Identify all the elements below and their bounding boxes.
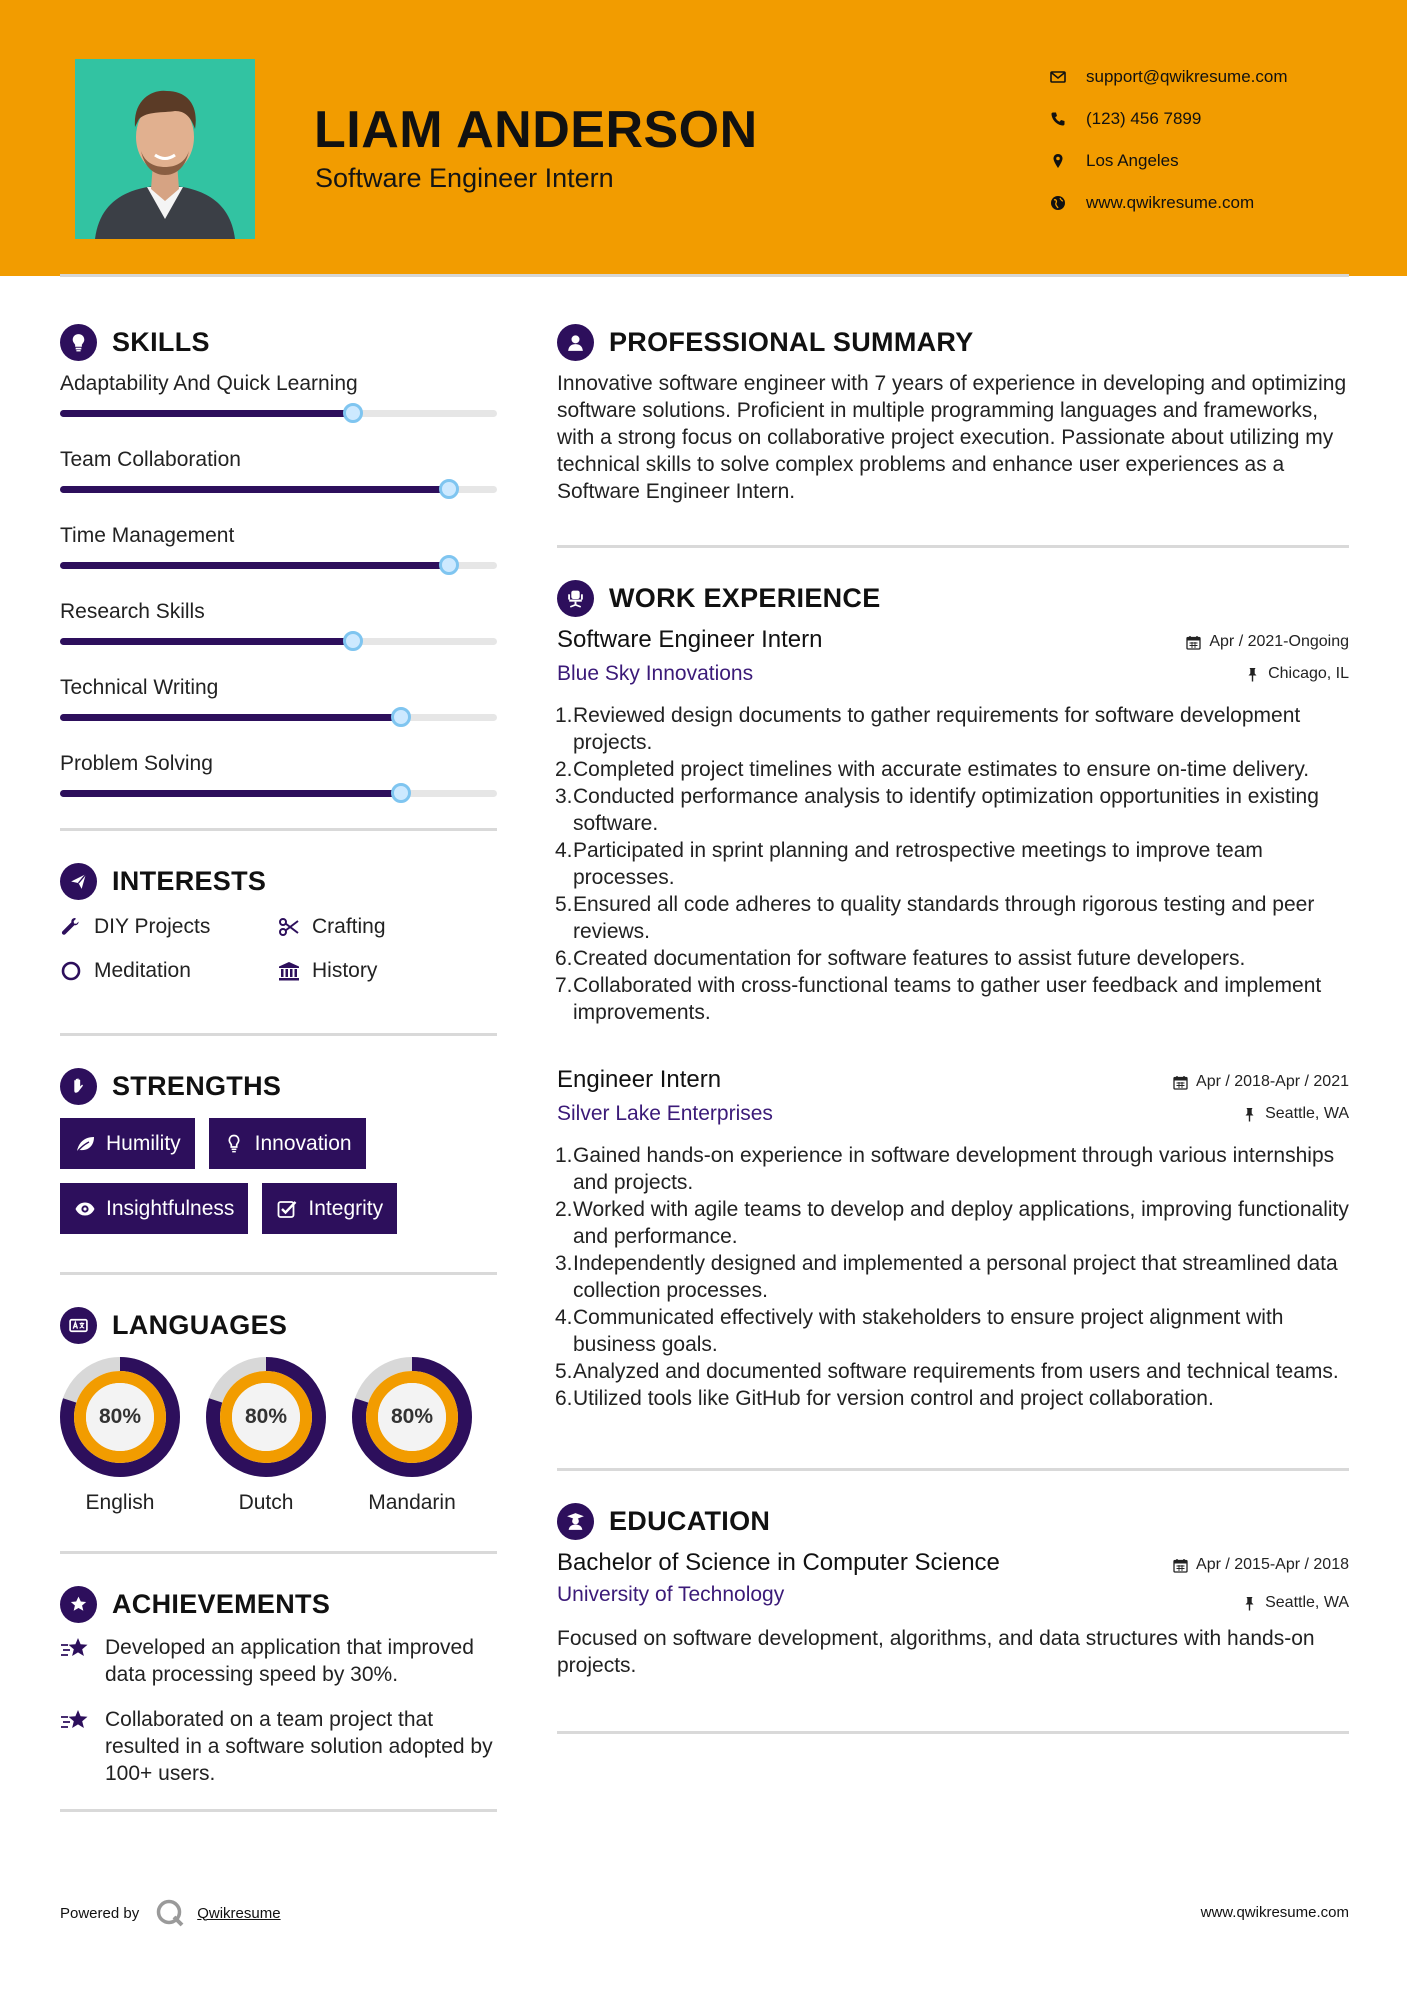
interest-label: Meditation [94, 959, 191, 982]
star-badge-icon [60, 1586, 97, 1623]
shooting-star-icon [60, 1708, 92, 1734]
bullet-text: Completed project timelines with accurate estimates to ensure on-time delivery. [573, 758, 1310, 781]
strength-tag [60, 1118, 195, 1169]
bullet-number: 1. [555, 1144, 573, 1167]
bullet-text: Analyzed and documented software requirements from users and technical teams. [573, 1360, 1339, 1383]
achievements-list [60, 1634, 497, 1787]
language-ring [60, 1357, 180, 1477]
qwikresume-logo-icon [155, 1898, 185, 1928]
section-divider [60, 828, 497, 831]
language-item [206, 1357, 326, 1515]
leaf-icon [74, 1133, 96, 1155]
skill-item [60, 600, 497, 676]
education-dates [1173, 1553, 1349, 1577]
bank-icon [278, 960, 300, 982]
strengths-title: STRENGTHS [112, 1070, 282, 1101]
bullet-number: 4. [555, 1306, 573, 1329]
lightbulb-icon [60, 324, 97, 361]
skill-bar [60, 410, 497, 417]
job-location-text: Chicago, IL [1268, 665, 1349, 682]
bullet-text: Ensured all code adheres to quality standards through rigorous testing and peer reviews. [573, 893, 1315, 943]
job-location [1186, 662, 1349, 686]
language-percent: 80% [244, 1405, 288, 1428]
interests-title: INTERESTS [112, 865, 267, 896]
office-chair-icon [557, 580, 594, 617]
section-divider [60, 1809, 497, 1812]
calendar-icon [1186, 635, 1201, 650]
interest-label: Crafting [312, 915, 386, 938]
section-divider [557, 545, 1349, 548]
education-school: University of Technology [557, 1583, 785, 1606]
bullet-text: Worked with agile teams to develop and deploy applications, improving functionality and performance. [573, 1198, 1349, 1248]
left-column [60, 322, 497, 1812]
bullet-number: 6. [555, 947, 573, 970]
language-percent: 80% [390, 1405, 434, 1428]
summary-text: Innovative software engineer with 7 years of experience in developing and optimizing software solutions. Proficient in multiple programming languages and frameworks, with a strong focus on collaborative project execution. Passionate about utilizing my technical skills to solve complex problems and enhance user experiences as a Software Engineer Intern. [557, 372, 1347, 503]
job-dates-text: Apr / 2021-Ongoing [1209, 633, 1349, 650]
interest-item [60, 957, 278, 985]
strengths-heading [60, 1066, 497, 1106]
skill-bar [60, 486, 497, 493]
contact-list [1050, 56, 1288, 224]
job-bullet [557, 702, 1349, 756]
strength-label: Integrity [308, 1196, 384, 1220]
job-bullet [557, 1196, 1349, 1250]
job-location [1173, 1102, 1349, 1126]
job-header [557, 626, 1349, 686]
interest-item [60, 913, 278, 941]
skill-bar-knob [343, 403, 363, 423]
right-column [557, 322, 1349, 1734]
bullet-number: 6. [555, 1387, 573, 1410]
skill-bar-knob [439, 479, 459, 499]
skill-bar [60, 790, 497, 797]
skill-label: Technical Writing [60, 676, 219, 699]
education-title: EDUCATION [609, 1505, 771, 1536]
education-location [1173, 1591, 1349, 1615]
contact-email-text: support@qwikresume.com [1086, 67, 1288, 86]
contact-phone[interactable] [1050, 98, 1288, 140]
shooting-star-icon [60, 1636, 92, 1662]
skill-bar-knob [391, 783, 411, 803]
education-description: Focused on software development, algorithms, and data structures with hands-on projects. [557, 1627, 1315, 1677]
language-label: Mandarin [368, 1491, 456, 1514]
job-bullet [557, 1250, 1349, 1304]
interest-label: DIY Projects [94, 915, 211, 938]
circle-icon [60, 960, 82, 982]
job-dates [1186, 630, 1349, 654]
interests-heading [60, 861, 497, 901]
job-bullet [557, 945, 1349, 972]
user-icon [557, 324, 594, 361]
skill-bar [60, 638, 497, 645]
job-entry [557, 1066, 1349, 1412]
education-heading [557, 1501, 1349, 1541]
check-square-icon [276, 1198, 298, 1220]
skill-bar-knob [391, 707, 411, 727]
language-item [352, 1357, 472, 1515]
education-location-text: Seattle, WA [1265, 1594, 1349, 1611]
bullet-number: 7. [555, 974, 573, 997]
eye-icon [74, 1198, 96, 1220]
strength-label: Insightfulness [106, 1196, 235, 1220]
skill-bar-fill [60, 790, 401, 797]
language-item [60, 1357, 180, 1515]
paper-plane-icon [60, 863, 97, 900]
language-icon [60, 1307, 97, 1344]
contact-email[interactable] [1050, 56, 1288, 98]
achievement-item [60, 1706, 497, 1787]
job-dates [1173, 1070, 1349, 1094]
bullet-number: 5. [555, 893, 573, 916]
skill-bar-fill [60, 486, 449, 493]
achievement-item [60, 1634, 497, 1688]
skills-heading [60, 322, 497, 362]
strength-tag [262, 1183, 397, 1234]
pushpin-icon [1242, 1596, 1257, 1611]
job-bullets [557, 702, 1349, 1026]
footer-powered-by [60, 1898, 281, 1928]
job-company: Blue Sky Innovations [557, 662, 754, 685]
envelope-icon [1050, 69, 1086, 85]
language-ring [352, 1357, 472, 1477]
bullet-text: Created documentation for software features to assist future developers. [573, 947, 1246, 970]
skill-item [60, 448, 497, 524]
bullet-text: Gained hands-on experience in software development through various internships and projects. [573, 1144, 1335, 1194]
bullet-number: 5. [555, 1360, 573, 1383]
job-dates-text: Apr / 2018-Apr / 2021 [1196, 1073, 1349, 1090]
skill-item [60, 752, 497, 818]
skill-bar-fill [60, 562, 449, 569]
calendar-icon [1173, 1075, 1188, 1090]
lightbulb-icon [223, 1133, 245, 1155]
bullet-number: 3. [555, 1252, 573, 1275]
education-entry [557, 1549, 1349, 1679]
language-label: Dutch [238, 1491, 294, 1514]
pushpin-icon [1242, 1107, 1257, 1122]
bullet-number: 2. [555, 1198, 573, 1221]
section-divider [557, 1731, 1349, 1734]
job-bullets [557, 1142, 1349, 1412]
interest-label: History [312, 959, 378, 982]
skill-bar-fill [60, 714, 401, 721]
job-bullet [557, 1142, 1349, 1196]
bullet-text: Conducted performance analysis to identify optimization opportunities in existing software. [573, 785, 1319, 835]
strength-tag [60, 1183, 248, 1234]
skill-bar-knob [439, 555, 459, 575]
interest-item [278, 913, 497, 941]
bullet-number: 1. [555, 704, 573, 727]
bullet-text: Collaborated with cross-functional teams to gather user feedback and implement improvements. [573, 974, 1322, 1024]
skill-bar [60, 562, 497, 569]
resume-header [0, 0, 1407, 276]
candidate-name: LIAM ANDERSON [314, 101, 758, 159]
phone-icon [1050, 111, 1086, 127]
strengths-tags [60, 1118, 497, 1234]
wrench-icon [60, 916, 82, 938]
languages-list [60, 1357, 497, 1515]
calendar-icon [1173, 1558, 1188, 1573]
contact-location [1050, 140, 1288, 182]
job-bullet [557, 891, 1349, 945]
qwikresume-link[interactable]: Qwikresume [197, 1904, 281, 1922]
achievements-title: ACHIEVEMENTS [112, 1588, 331, 1619]
bullet-text: Communicated effectively with stakeholders to ensure project alignment with business goals. [573, 1306, 1284, 1356]
job-bullet [557, 756, 1349, 783]
powered-by-text: Powered by [60, 1904, 140, 1922]
bullet-number: 2. [555, 758, 573, 781]
section-divider [60, 1551, 497, 1554]
skill-label: Adaptability And Quick Learning [60, 372, 358, 395]
interests-list [60, 913, 497, 985]
languages-title: LANGUAGES [112, 1309, 288, 1340]
skill-label: Problem Solving [60, 752, 213, 775]
strength-label: Humility [106, 1131, 181, 1155]
scissors-icon [278, 916, 300, 938]
globe-icon [1050, 195, 1086, 211]
pushpin-icon [1245, 667, 1260, 682]
education-degree: Bachelor of Science in Computer Science [557, 1549, 1000, 1576]
skill-label: Time Management [60, 524, 235, 547]
hand-icon [60, 1068, 97, 1105]
bullet-number: 4. [555, 839, 573, 862]
skill-item [60, 372, 497, 448]
bullet-number: 3. [555, 785, 573, 808]
candidate-role: Software Engineer Intern [315, 163, 614, 193]
language-percent: 80% [98, 1405, 142, 1428]
skill-item [60, 676, 497, 752]
strength-tag [209, 1118, 366, 1169]
job-bullet [557, 783, 1349, 837]
section-divider [60, 1033, 497, 1036]
skill-item [60, 524, 497, 600]
map-pin-icon [1050, 153, 1086, 169]
skill-bar-fill [60, 410, 353, 417]
section-divider [557, 1468, 1349, 1471]
job-bullet [557, 972, 1349, 1026]
contact-website-text: www.qwikresume.com [1086, 193, 1255, 212]
skill-bar-knob [343, 631, 363, 651]
graduate-icon [557, 1503, 594, 1540]
experience-heading [557, 578, 1349, 618]
skills-list [60, 372, 497, 818]
header-divider [60, 274, 1349, 277]
education-dates-text: Apr / 2015-Apr / 2018 [1196, 1556, 1349, 1573]
achievements-heading [60, 1584, 497, 1624]
achievement-text: Collaborated on a team project that resulted in a software solution adopted by 100+ users. [105, 1708, 493, 1785]
job-company: Silver Lake Enterprises [557, 1102, 773, 1125]
interest-item [278, 957, 497, 985]
job-bullet [557, 837, 1349, 891]
skill-bar [60, 714, 497, 721]
experience-title: WORK EXPERIENCE [609, 582, 881, 613]
strength-label: Innovation [254, 1131, 352, 1155]
education-header [557, 1549, 1349, 1615]
job-bullet [557, 1385, 1349, 1412]
summary-heading [557, 322, 1349, 362]
skill-bar-fill [60, 638, 353, 645]
bullet-text: Independently designed and implemented a personal project that streamlined data collection processes. [573, 1252, 1338, 1302]
job-entry [557, 626, 1349, 1026]
contact-phone-text: (123) 456 7899 [1086, 109, 1202, 128]
bullet-text: Reviewed design documents to gather requirements for software development projects. [573, 704, 1301, 754]
language-ring [206, 1357, 326, 1477]
skill-label: Team Collaboration [60, 448, 241, 471]
skills-title: SKILLS [112, 326, 210, 357]
job-bullet [557, 1304, 1349, 1358]
summary-title: PROFESSIONAL SUMMARY [609, 326, 974, 357]
achievement-text: Developed an application that improved data processing speed by 30%. [105, 1636, 474, 1686]
bullet-text: Utilized tools like GitHub for version control and project collaboration. [573, 1387, 1214, 1410]
job-header [557, 1066, 1349, 1126]
skill-label: Research Skills [60, 600, 205, 623]
contact-website[interactable] [1050, 182, 1288, 224]
section-divider [60, 1272, 497, 1275]
job-title: Software Engineer Intern [557, 626, 823, 653]
language-label: English [85, 1491, 155, 1514]
job-bullet [557, 1358, 1349, 1385]
job-title: Engineer Intern [557, 1066, 722, 1093]
profile-photo [75, 59, 255, 239]
contact-location-text: Los Angeles [1086, 151, 1179, 170]
languages-heading [60, 1305, 497, 1345]
job-location-text: Seattle, WA [1265, 1105, 1349, 1122]
bullet-text: Participated in sprint planning and retrospective meetings to improve team processes. [573, 839, 1263, 889]
footer-website[interactable]: www.qwikresume.com [1200, 1904, 1349, 1921]
